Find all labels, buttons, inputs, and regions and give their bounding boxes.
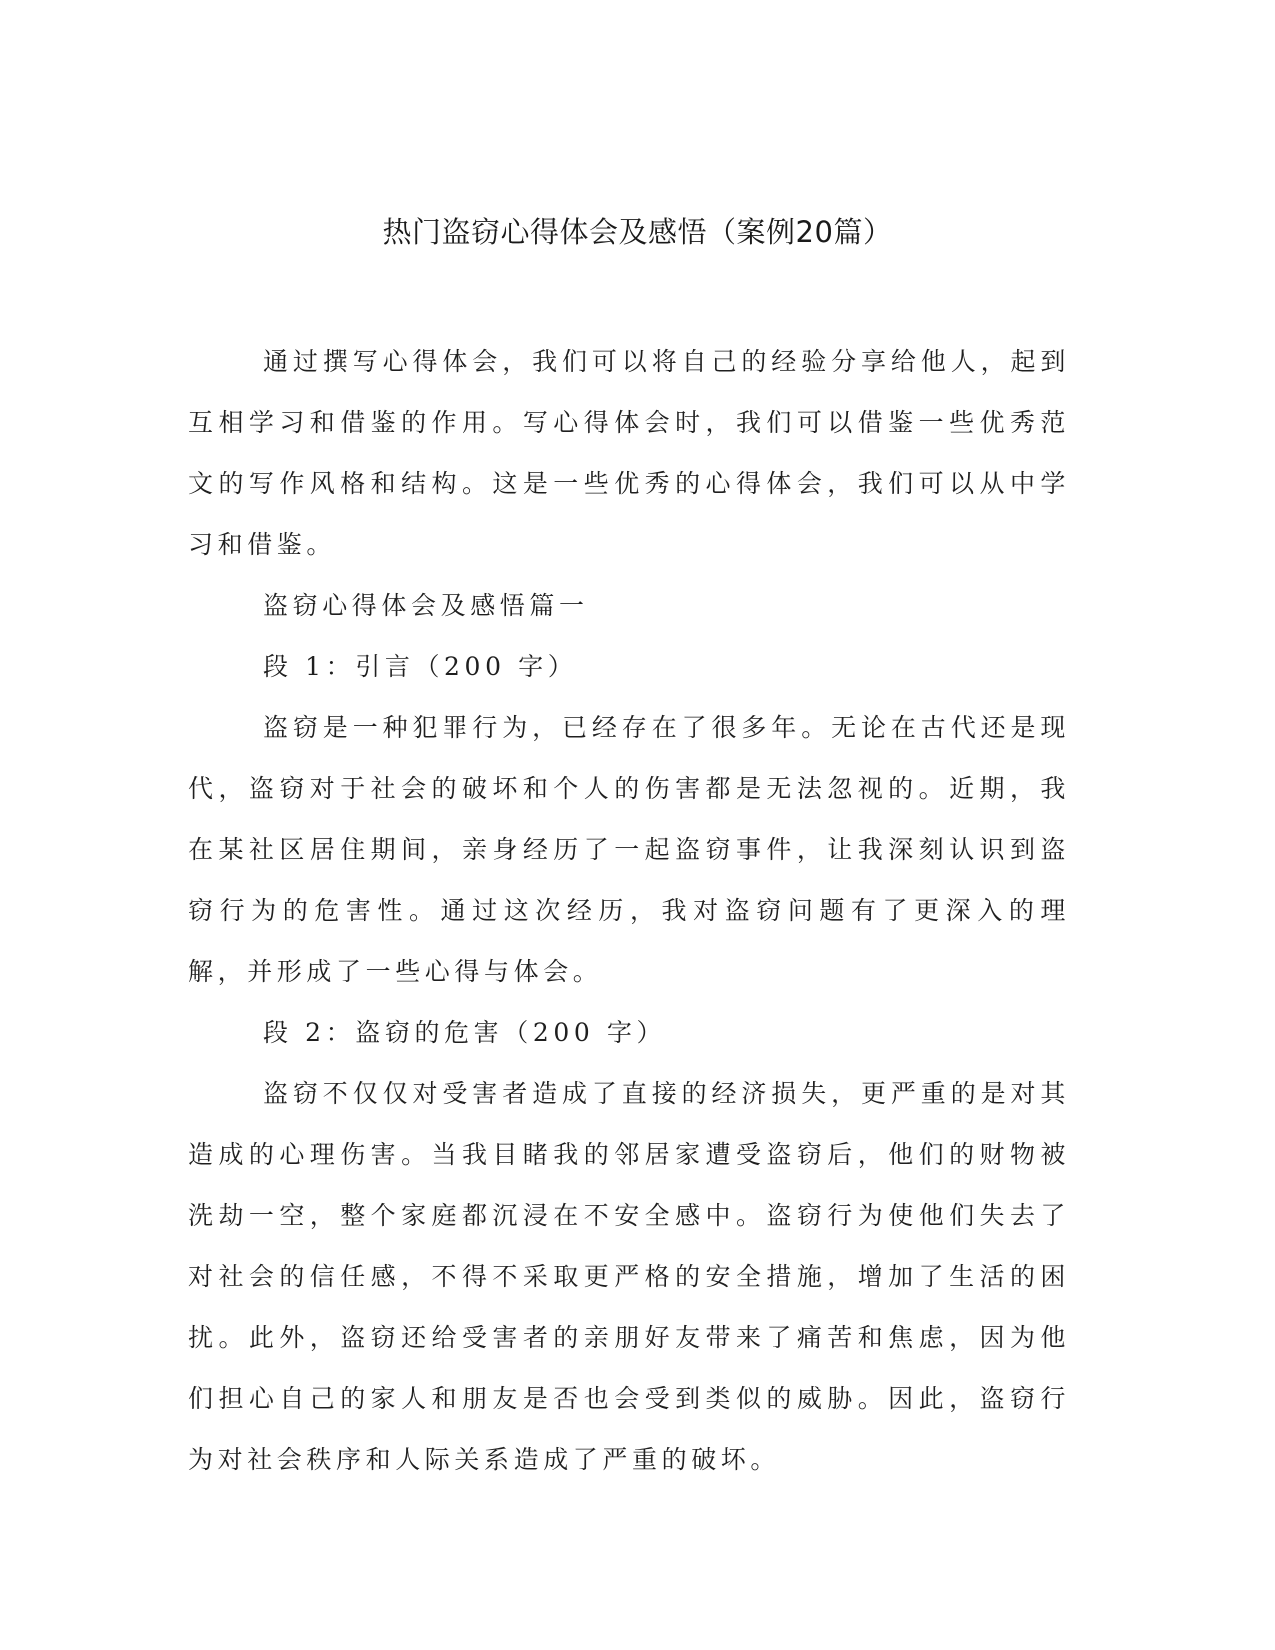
- document-title: 热门盗窃心得体会及感悟（案例20篇）: [382, 215, 893, 249]
- intro-paragraph: 通过撰写心得体会，我们可以将自己的经验分享给他人，起到互相学习和借鉴的作用。写心得体会时，我们可以借鉴一些优秀范文的写作风格和结构。这是一些优秀的心得体会，我们可以从中学习和借鉴。: [188, 347, 1070, 559]
- section-2-paragraph: 盗窃不仅仅对受害者造成了直接的经济损失，更严重的是对其造成的心理伤害。当我目睹我的邻居家遭受盗窃后，他们的财物被洗劫一空，整个家庭都沉浸在不安全感中。盗窃行为使他们失去了对社会的信任感，不得不采取更严格的安全措施，增加了生活的困扰。此外，盗窃还给受害者的亲朋好友带来了痛苦和焦虑，因为他们担心自己的家人和朋友是否也会受到类似的威胁。因此，盗窃行为对社会秩序和人际关系造成了严重的破坏。: [188, 1079, 1070, 1474]
- section-1-paragraph: 盗窃是一种犯罪行为，已经存在了很多年。无论在古代还是现代，盗窃对于社会的破坏和个人的伤害都是无法忽视的。近期，我在某社区居住期间，亲身经历了一起盗窃事件，让我深刻认识到盗窃行为的危害性。通过这次经历，我对盗窃问题有了更深入的理解，并形成了一些心得与体会。: [188, 713, 1070, 986]
- article-title: 盗窃心得体会及感悟篇一: [263, 591, 589, 620]
- document-body: [188, 331, 1070, 1490]
- section-1-heading: 段 1：引言（200 字）: [263, 652, 578, 681]
- section-2-heading: 段 2：盗窃的危害（200 字）: [263, 1018, 667, 1047]
